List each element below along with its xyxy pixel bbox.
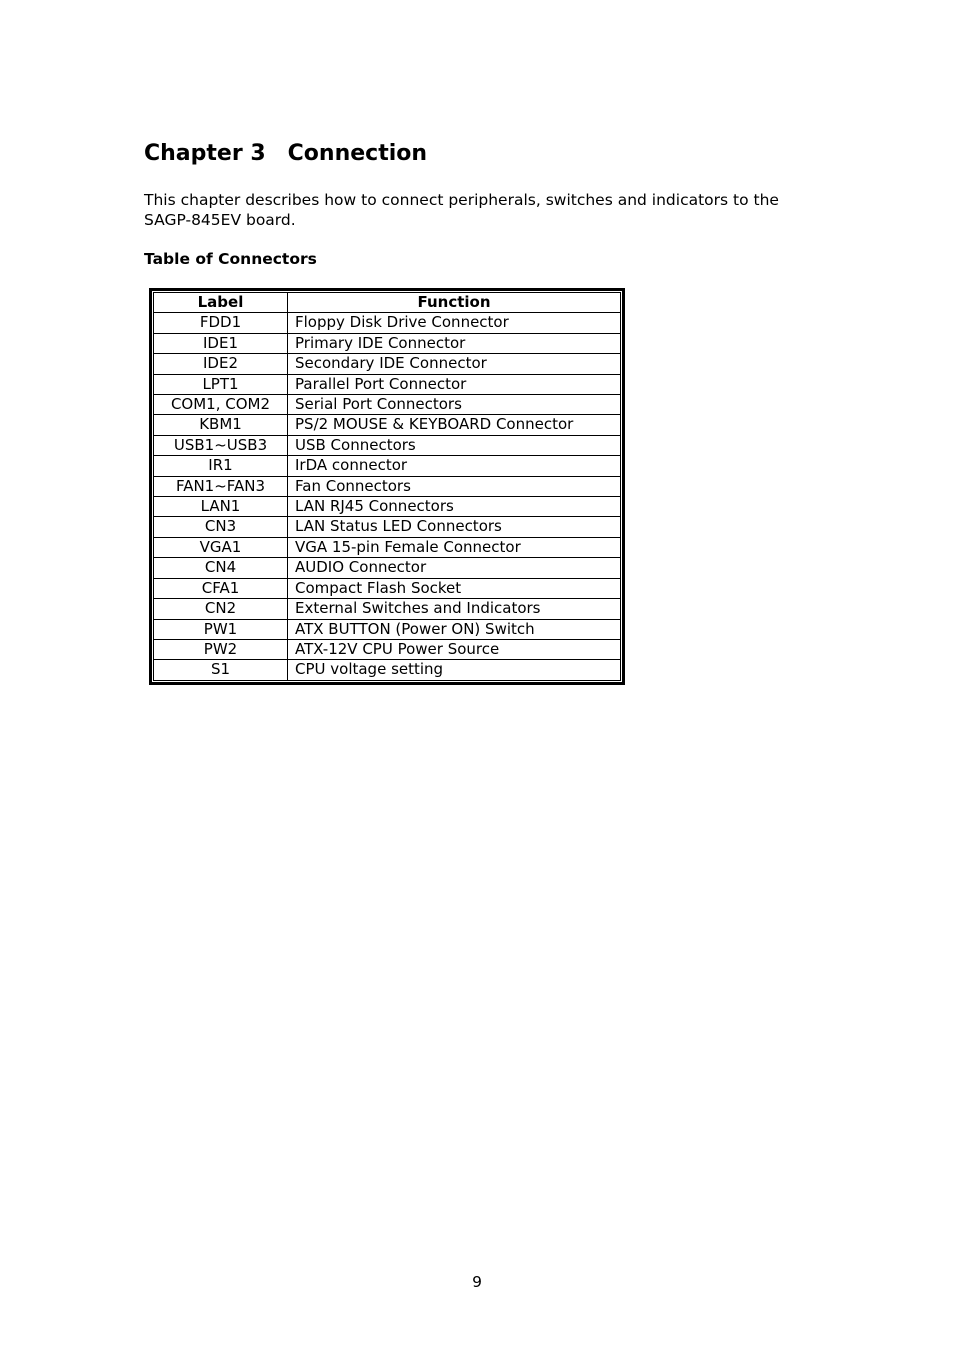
connectors-table-frame <box>149 288 625 685</box>
connector-label-cell: IDE1 <box>154 333 288 353</box>
connector-label-cell: CN3 <box>154 517 288 537</box>
connector-function-cell: Secondary IDE Connector <box>288 354 621 374</box>
connector-label-cell: PW1 <box>154 619 288 639</box>
table-row <box>154 558 621 578</box>
table-row <box>154 497 621 517</box>
connector-label-cell: S1 <box>154 660 288 680</box>
connector-label-cell: FDD1 <box>154 313 288 333</box>
connector-function-cell: External Switches and Indicators <box>288 599 621 619</box>
connector-function-cell: Fan Connectors <box>288 476 621 496</box>
connector-label-cell: FAN1~FAN3 <box>154 476 288 496</box>
table-row <box>154 435 621 455</box>
intro-paragraph: This chapter describes how to connect peripherals, switches and indicators to the SAGP-845EV board. <box>144 191 779 229</box>
connector-label-cell: VGA1 <box>154 537 288 557</box>
table-row <box>154 456 621 476</box>
connector-label-cell: CFA1 <box>154 578 288 598</box>
connector-label-cell: LPT1 <box>154 374 288 394</box>
table-row <box>154 660 621 680</box>
connectors-table-body <box>154 313 621 680</box>
table-row <box>154 333 621 353</box>
connector-label-cell: IDE2 <box>154 354 288 374</box>
connector-label-cell: CN2 <box>154 599 288 619</box>
connector-function-cell: Primary IDE Connector <box>288 333 621 353</box>
connector-function-cell: Floppy Disk Drive Connector <box>288 313 621 333</box>
table-row <box>154 537 621 557</box>
table-row <box>154 415 621 435</box>
connector-function-cell: VGA 15-pin Female Connector <box>288 537 621 557</box>
connector-label-cell: KBM1 <box>154 415 288 435</box>
table-row <box>154 354 621 374</box>
table-row <box>154 517 621 537</box>
chapter-number: Chapter 3 <box>144 141 266 166</box>
connector-label-cell: PW2 <box>154 639 288 659</box>
connector-function-cell: Parallel Port Connector <box>288 374 621 394</box>
table-row <box>154 578 621 598</box>
chapter-title <box>144 139 427 169</box>
table-row <box>154 395 621 415</box>
page-number: 9 <box>472 1273 482 1291</box>
connector-function-cell: LAN RJ45 Connectors <box>288 497 621 517</box>
table-row <box>154 476 621 496</box>
connector-function-cell: AUDIO Connector <box>288 558 621 578</box>
connector-label-cell: COM1, COM2 <box>154 395 288 415</box>
table-header-row <box>154 293 621 313</box>
table-row <box>154 599 621 619</box>
table-row <box>154 639 621 659</box>
connector-function-cell: ATX-12V CPU Power Source <box>288 639 621 659</box>
connector-function-cell: USB Connectors <box>288 435 621 455</box>
chapter-name: Connection <box>287 141 428 166</box>
connector-function-cell: Compact Flash Socket <box>288 578 621 598</box>
connector-function-cell: PS/2 MOUSE & KEYBOARD Connector <box>288 415 621 435</box>
connector-function-cell: LAN Status LED Connectors <box>288 517 621 537</box>
connector-label-cell: CN4 <box>154 558 288 578</box>
connector-label-cell: USB1~USB3 <box>154 435 288 455</box>
connector-function-cell: CPU voltage setting <box>288 660 621 680</box>
connector-label-cell: IR1 <box>154 456 288 476</box>
table-row <box>154 619 621 639</box>
connector-function-cell: Serial Port Connectors <box>288 395 621 415</box>
connector-label-cell: LAN1 <box>154 497 288 517</box>
connector-function-cell: ATX BUTTON (Power ON) Switch <box>288 619 621 639</box>
table-heading: Table of Connectors <box>144 250 317 268</box>
connector-function-cell: IrDA connector <box>288 456 621 476</box>
table-row <box>154 374 621 394</box>
column-header-function: Function <box>288 293 621 313</box>
column-header-label: Label <box>154 293 288 313</box>
connectors-table <box>153 292 621 681</box>
table-row <box>154 313 621 333</box>
